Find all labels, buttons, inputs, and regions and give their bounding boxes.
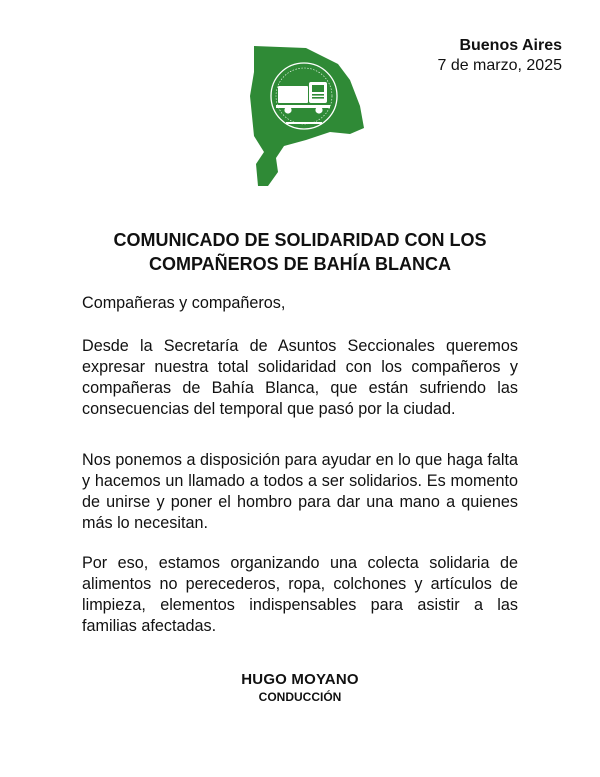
paragraph-1: Desde la Secretaría de Asuntos Seccionales queremos expresar nuestra total solidaridad con los compañeros y compañeras de Bahía Blanca, que están sufriendo las consecuencias del temporal que pasó por la ciudad. [82,337,518,418]
title-line-2: COMPAÑEROS DE BAHÍA BLANCA [148,254,451,274]
paragraph-3: Por eso, estamos organizando una colecta solidaria de alimentos no perecederos, ropa, colchones y artículos de limpieza, elementos indispensables para asistir a las familias afectadas. [82,554,518,635]
title-line-1: COMUNICADO DE SOLIDARIDAD CON LOS [113,230,487,250]
province-truck-logo [246,36,368,190]
date-label: 7 de marzo, 2025 [437,57,562,74]
province-outline [250,46,364,186]
date-block [437,36,562,76]
signature-name: HUGO MOYANO [241,671,359,688]
signature-block [0,671,600,705]
signature-role: CONDUCCIÓN [258,690,342,704]
document-title [60,228,540,276]
city-label: Buenos Aires [459,37,562,54]
paragraph-2: Nos ponemos a disposición para ayudar en lo que haga falta y hacemos un llamado a todos a ser solidarios. Es momento de unirse y poner el hombro para dar una mano a quienes más lo necesitan. [82,451,518,532]
greeting: Compañeras y compañeros, [82,294,286,312]
